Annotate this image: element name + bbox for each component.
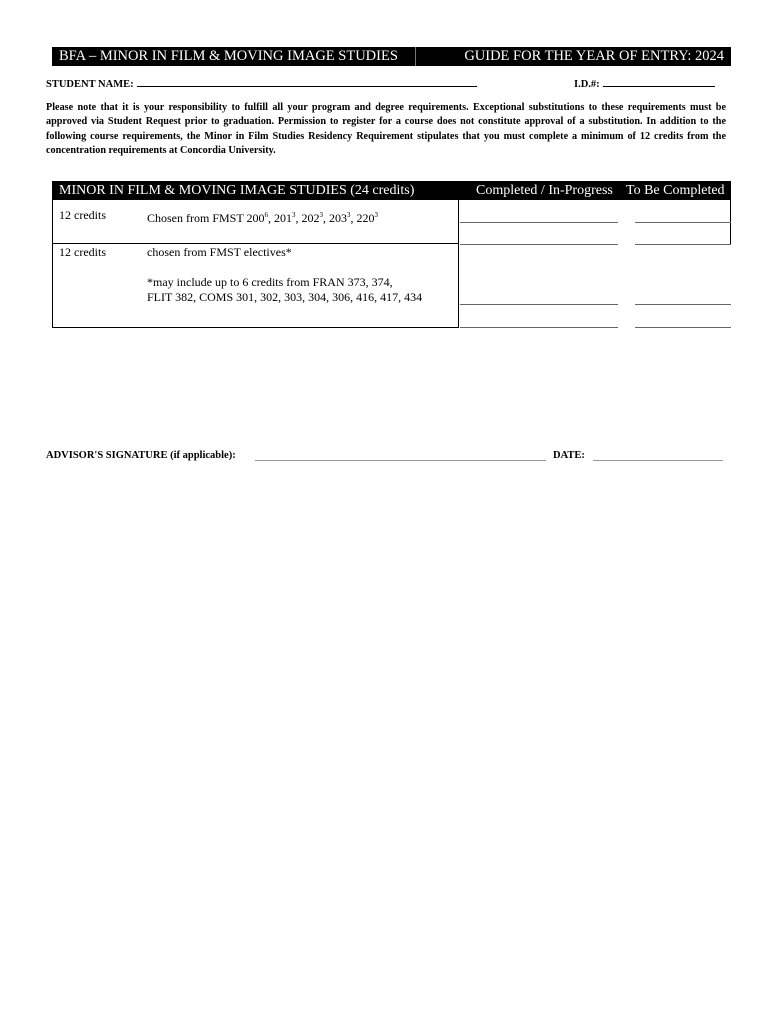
completed-field[interactable] [460, 244, 618, 245]
date-field[interactable] [593, 460, 723, 461]
advisor-signature-field[interactable] [255, 460, 546, 461]
form-header [52, 47, 731, 66]
course-credits: 3 [374, 211, 378, 219]
row-requirement: Chosen from FMST $200^6$, $201^3$, $202^3$, $203^3$, $220^3$ [147, 211, 378, 225]
row-separator [52, 243, 458, 244]
entry-year: GUIDE FOR THE YEAR OF ENTRY: 2024 [464, 48, 724, 64]
responsibility-note: Please note that it is your responsibility to fulfill all your program and degree requirements. Exceptional substitutions to these requirements must be approved via Student Request prior to graduation. Permission to register for a course does not constitute approval of a substitution. In addition to the following course requirements, the Minor in Film Studies Residency Requirement stipulates that you must complete a minimum of 12 credits from the concentration requirements at Concordia University. [46, 102, 726, 156]
to-be-completed-field[interactable] [635, 327, 731, 328]
completed-field[interactable] [460, 327, 618, 328]
course-code: 202 [301, 211, 320, 225]
student-name-row [46, 76, 477, 90]
course-credits: 3 [346, 211, 351, 219]
course-credits: 3 [319, 211, 323, 219]
to-be-completed-field[interactable] [635, 304, 731, 305]
course-credits: 3 [291, 211, 296, 219]
course-credits: 6 [264, 211, 268, 219]
completed-field[interactable] [460, 222, 618, 223]
course-code: 200 [246, 211, 265, 225]
requirement-prefix: Chosen from FMST [147, 211, 247, 225]
col-to-be-completed-header: To Be Completed [626, 183, 725, 198]
electives-note: FLIT 382, COMS 301, 302, 303, 304, 306, 416, 417, 434 [147, 290, 423, 304]
date-label: DATE: [553, 450, 585, 461]
student-id-field[interactable] [603, 76, 715, 87]
student-id-label: I.D.#: [574, 79, 600, 90]
course-code: 220 [356, 211, 375, 225]
table-title: MINOR IN FILM & MOVING IMAGE STUDIES (24 credits) [59, 183, 415, 198]
table-header [52, 181, 731, 200]
to-be-completed-field[interactable] [635, 222, 731, 223]
table-divider-middle [458, 200, 459, 328]
table-border-left [52, 200, 53, 328]
form-title: BFA – MINOR IN FILM & MOVING IMAGE STUDIES [59, 48, 398, 64]
table-border-bottom [52, 327, 458, 328]
row-credits: 12 credits [59, 245, 106, 259]
course-code: 203 [328, 211, 347, 225]
completed-field[interactable] [460, 304, 618, 305]
student-name-field[interactable] [137, 76, 477, 87]
advisor-signature-label: ADVISOR'S SIGNATURE (if applicable): [46, 450, 236, 461]
col-completed-header: Completed / In-Progress [476, 183, 613, 198]
row-credits: 12 credits [59, 208, 106, 222]
course-code: 201 [273, 211, 292, 225]
student-name-label: STUDENT NAME: [46, 79, 134, 90]
electives-note: *may include up to 6 credits from FRAN 373, 374, [147, 275, 393, 289]
requirements-table [52, 181, 731, 328]
row-requirement: chosen from FMST electives* [147, 245, 292, 259]
student-id-row [574, 76, 715, 90]
to-be-completed-field[interactable] [635, 244, 731, 245]
header-divider [415, 47, 416, 66]
